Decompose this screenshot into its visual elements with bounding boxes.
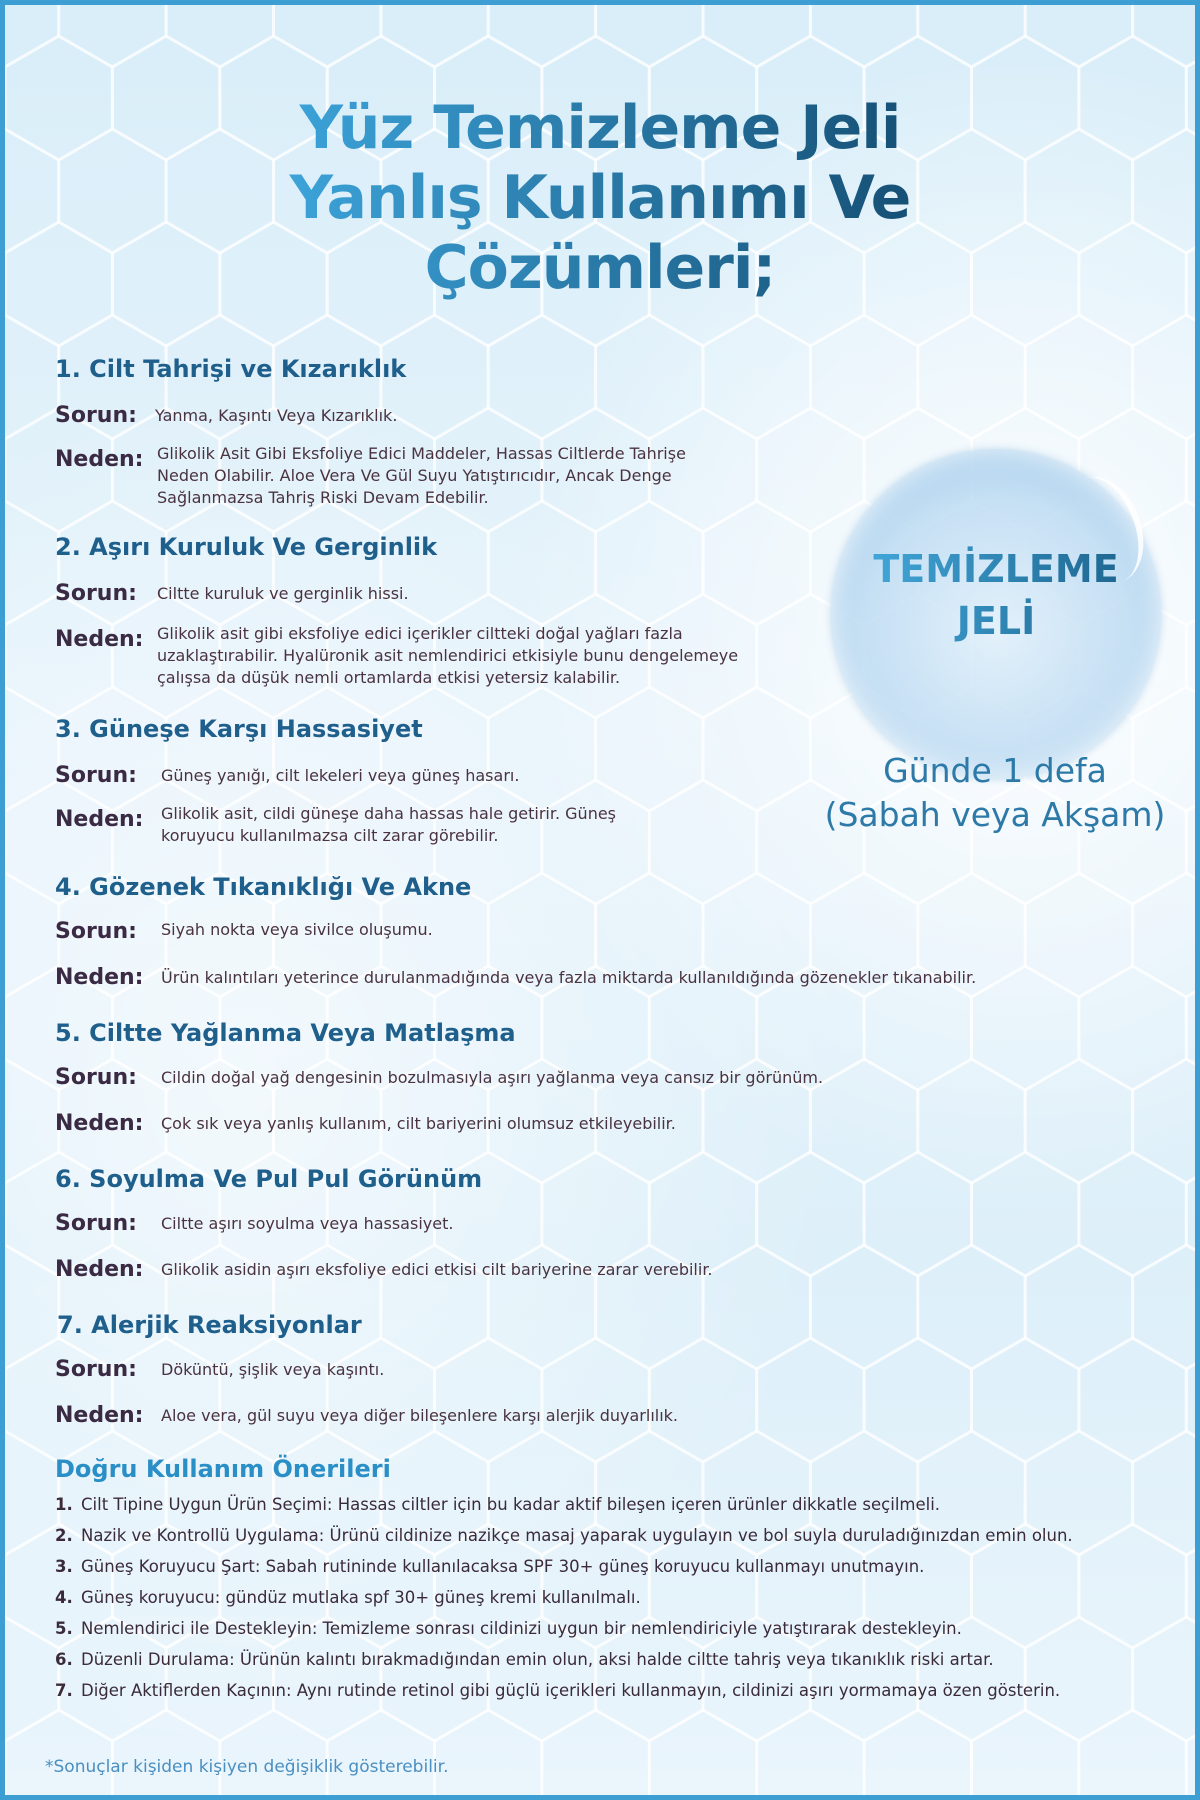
item-number: 6. <box>55 1650 73 1669</box>
hexagon-shape <box>649 1338 756 1462</box>
hexagon-shape <box>972 1338 1079 1462</box>
hexagon-shape <box>1133 315 1195 439</box>
item-text: Güneş Koruyucu Şart: Sabah rutininde kullanılacaksa SPF 30+ güneş koruyucu kullanmayı unutmayın. <box>81 1557 925 1576</box>
hexagon-shape <box>1025 1617 1132 1741</box>
hexagon-shape <box>810 315 917 439</box>
recommendation-item <box>55 1681 1060 1700</box>
hexagon-shape <box>703 315 810 439</box>
section-title: 7. Alerjik Reaksiyonlar <box>57 1311 362 1339</box>
hexagon-shape <box>5 315 59 439</box>
neden-text-line: Neden Olabilir. Aloe Vera Ve Gül Suyu Yatıştırıcıdır, Ancak Denge <box>157 466 672 485</box>
section-4 <box>55 873 471 901</box>
hexagon-shape <box>435 1338 542 1462</box>
hexagon-shape <box>649 1152 756 1276</box>
hexagon-shape <box>757 408 864 532</box>
sorun-text: Güneş yanığı, cilt lekeleri veya güneş hasarı. <box>161 766 520 785</box>
footnote: *Sonuçlar kişiden kişiyen değişiklik gösterebilir. <box>45 1757 449 1777</box>
sorun-label: Sorun: <box>55 581 137 606</box>
hexagon-shape <box>972 966 1079 1090</box>
item-text: Güneş koruyucu: gündüz mutlaka spf 30+ güneş kremi kullanılmalı. <box>81 1588 641 1607</box>
usage-frequency <box>795 749 1195 837</box>
hexagon-shape <box>488 315 595 439</box>
hexagon-shape <box>918 5 1025 67</box>
hexagon-shape <box>1133 1245 1195 1369</box>
hexagon-shape <box>1186 408 1195 532</box>
item-number: 2. <box>55 1526 73 1545</box>
hexagon-shape <box>5 594 112 718</box>
hexagon-shape <box>757 1710 864 1795</box>
hexagon-shape <box>649 780 756 904</box>
hexagon-shape <box>810 5 917 67</box>
recommendation-item <box>55 1526 1073 1545</box>
frequency-line-1: Günde 1 defa <box>883 751 1107 790</box>
hexagon-shape <box>274 501 381 625</box>
sorun-label: Sorun: <box>55 1357 137 1382</box>
hexagon-shape <box>1186 1524 1195 1648</box>
sorun-text: Ciltte aşırı soyulma veya hassasiyet. <box>161 1214 454 1233</box>
hexagon-shape <box>649 1710 756 1795</box>
recommendation-item <box>55 1588 641 1607</box>
hexagon-shape <box>703 1245 810 1369</box>
hexagon-shape <box>703 5 810 67</box>
hexagon-shape <box>1186 1152 1195 1276</box>
hexagon-shape <box>381 501 488 625</box>
neden-text-line: Ürün kalıntıları yeterince durulanmadığında veya fazla miktarda kullanıldığında gözenekler tıkanabilir. <box>161 968 977 987</box>
hexagon-shape <box>381 687 488 811</box>
recommendation-item <box>55 1557 924 1576</box>
hexagon-shape <box>864 1338 971 1462</box>
neden-label: Neden: <box>55 627 144 652</box>
hexagon-shape <box>1079 1152 1186 1276</box>
hexagon-shape <box>542 780 649 904</box>
section-1 <box>55 355 406 383</box>
sorun-label: Sorun: <box>55 403 137 428</box>
hexagon-shape <box>703 501 810 625</box>
sorun-text: Cildin doğal yağ dengesinin bozulmasıyla aşırı yağlanma veya cansız bir görünüm. <box>161 1068 824 1087</box>
bubble-label <box>831 543 1161 647</box>
neden-text-line: Glikolik asit, cildi güneşe daha hassas hale getirir. Güneş <box>161 804 617 823</box>
item-number: 7. <box>55 1681 73 1700</box>
item-number: 5. <box>55 1619 73 1638</box>
bubble-label-line-2: JELİ <box>831 595 1161 647</box>
hexagon-shape <box>435 1710 542 1795</box>
hexagon-shape <box>542 1710 649 1795</box>
section-5 <box>55 1019 516 1047</box>
sorun-text: Ciltte kuruluk ve gerginlik hissi. <box>157 584 409 603</box>
section-3 <box>55 715 423 743</box>
item-number: 4. <box>55 1588 73 1607</box>
neden-text-line: çalışsa da düşük nemli ortamlarda etkisi yetersiz kalabilir. <box>157 668 621 687</box>
section-2 <box>55 533 437 561</box>
hexagon-shape <box>1133 1059 1195 1183</box>
sorun-label: Sorun: <box>55 1211 137 1236</box>
hexagon-shape <box>1133 873 1195 997</box>
section-title: 6. Soyulma Ve Pul Pul Görünüm <box>55 1165 483 1193</box>
hexagon-shape <box>5 687 59 811</box>
hexagon-shape <box>1133 1617 1195 1741</box>
recommendation-item <box>55 1619 962 1638</box>
hexagon-shape <box>542 1152 649 1276</box>
hexagon-shape <box>488 687 595 811</box>
hexagon-shape <box>1025 1245 1132 1369</box>
hexagon-shape <box>1186 594 1195 718</box>
hexagon-shape <box>1025 1059 1132 1183</box>
hexagon-shape <box>1079 1524 1186 1648</box>
hexagon-shape <box>1025 315 1132 439</box>
hexagon-shape <box>274 687 381 811</box>
item-text: Cilt Tipine Uygun Ürün Seçimi: Hassas ciltler için bu kadar aktif bileşen içeren ürünler dikkatle seçilmeli. <box>81 1495 941 1514</box>
hexagon-shape <box>5 5 59 67</box>
hexagon-shape <box>596 315 703 439</box>
hexagon-shape <box>864 1152 971 1276</box>
neden-text-line: Glikolik asidin aşırı eksfoliye edici etkisi cilt bariyerine zarar verebilir. <box>161 1260 713 1279</box>
hexagon-shape <box>166 501 273 625</box>
bubble-label-line-1: TEMİZLEME <box>831 543 1161 595</box>
hexagon-shape <box>1186 1338 1195 1462</box>
hexagon-shape <box>166 5 273 67</box>
neden-text-line: Çok sık veya yanlış kullanım, cilt bariyerini olumsuz etkileyebilir. <box>161 1114 676 1133</box>
hexagon-shape <box>166 687 273 811</box>
neden-label: Neden: <box>55 965 144 990</box>
hexagon-shape <box>5 1059 59 1183</box>
title-line-2: Yanlış Kullanımı Ve <box>5 163 1195 233</box>
sorun-text: Yanma, Kaşıntı Veya Kızarıklık. <box>155 406 398 425</box>
hexagon-shape <box>972 1710 1079 1795</box>
hexagon-shape <box>488 501 595 625</box>
hexagon-shape <box>112 1710 219 1795</box>
title-line-3: Çözümleri; <box>5 233 1195 303</box>
neden-text-line: Sağlanmazsa Tahriş Riski Devam Edebilir. <box>157 488 489 507</box>
hexagon-shape <box>327 1710 434 1795</box>
section-6 <box>55 1165 482 1193</box>
item-text: Nemlendirici ile Destekleyin: Temizleme sonrası cildinizi uygun bir nemlendiriciyle yatıştırarak destekleyin. <box>81 1619 962 1638</box>
neden-text-line: Glikolik Asit Gibi Eksfoliye Edici Maddeler, Hassas Ciltlerde Tahrişe <box>157 444 686 463</box>
sorun-text: Siyah nokta veya sivilce oluşumu. <box>161 920 433 939</box>
hexagon-shape <box>5 873 59 997</box>
hexagon-shape <box>757 1152 864 1276</box>
hexagon-shape <box>1025 873 1132 997</box>
hexagon-shape <box>972 1152 1079 1276</box>
section-7 <box>57 1311 362 1339</box>
hexagon-shape <box>918 315 1025 439</box>
hexagon-shape <box>596 5 703 67</box>
recommendation-item <box>55 1650 994 1669</box>
hexagon-shape <box>5 501 59 625</box>
hexagon-shape <box>220 1338 327 1462</box>
hexagon-shape <box>1079 1710 1186 1795</box>
hexagon-shape <box>5 1431 59 1555</box>
hexagon-shape <box>1133 5 1195 67</box>
hexagon-shape <box>5 1617 59 1741</box>
neden-label: Neden: <box>55 447 144 472</box>
recommendations-title: Doğru Kullanım Önerileri <box>55 1455 391 1483</box>
hexagon-shape <box>864 1710 971 1795</box>
hexagon-shape <box>1133 1431 1195 1555</box>
item-text: Düzenli Durulama: Ürünün kalıntı bırakmadığından emin olun, aksi halde ciltte tahriş veya tıkanıklık riski artar. <box>81 1650 994 1669</box>
frequency-line-2: (Sabah veya Akşam) <box>824 795 1166 834</box>
section-title: 3. Güneşe Karşı Hassasiyet <box>55 715 423 743</box>
item-number: 3. <box>55 1557 73 1576</box>
hexagon-shape <box>1079 1338 1186 1462</box>
sorun-label: Sorun: <box>55 763 137 788</box>
section-title: 2. Aşırı Kuruluk Ve Gerginlik <box>55 533 438 561</box>
hexagon-shape <box>220 1710 327 1795</box>
hexagon-shape <box>596 687 703 811</box>
hexagon-shape <box>1079 966 1186 1090</box>
hexagon-shape <box>59 5 166 67</box>
neden-text-line: Aloe vera, gül suyu veya diğer bileşenlere karşı alerjik duyarlılık. <box>161 1406 678 1425</box>
hexagon-shape <box>381 5 488 67</box>
sorun-text: Döküntü, şişlik veya kaşıntı. <box>161 1360 385 1379</box>
hexagon-shape <box>542 1338 649 1462</box>
recommendation-item <box>55 1495 940 1514</box>
hexagon-shape <box>1186 1710 1195 1795</box>
hexagon-shape <box>5 1710 112 1795</box>
section-title: 5. Ciltte Yağlanma Veya Matlaşma <box>55 1019 516 1047</box>
neden-text-line: uzaklaştırabilir. Hyalüronik asit nemlendirici etkisiyle bunu dengelemeye <box>157 646 739 665</box>
section-title: 1. Cilt Tahrişi ve Kızarıklık <box>55 355 407 383</box>
neden-label: Neden: <box>55 807 144 832</box>
item-text: Diğer Aktiflerden Kaçının: Aynı rutinde retinol gibi güçlü içerikleri kullanmayın, cildinizi aşırı yormamaya özen gösterin. <box>81 1681 1061 1700</box>
neden-label: Neden: <box>55 1403 144 1428</box>
hexagon-shape <box>1186 966 1195 1090</box>
hexagon-shape <box>5 1245 59 1369</box>
hexagon-shape <box>488 5 595 67</box>
sorun-label: Sorun: <box>55 1065 137 1090</box>
neden-text-line: Glikolik asit gibi eksfoliye edici içerikler ciltteki doğal yağları fazla <box>157 624 683 643</box>
section-title: 4. Gözenek Tıkanıklığı Ve Akne <box>55 873 472 901</box>
hexagon-shape <box>1025 5 1132 67</box>
hexagon-shape <box>59 501 166 625</box>
neden-label: Neden: <box>55 1257 144 1282</box>
hexagon-shape <box>274 5 381 67</box>
neden-text-line: koruyucu kullanılmazsa cilt zarar görebilir. <box>161 826 499 845</box>
hexagon-shape <box>327 1338 434 1462</box>
hexagon-shape <box>918 1245 1025 1369</box>
hexagon-shape <box>810 1059 917 1183</box>
hexagon-shape <box>810 1245 917 1369</box>
sorun-label: Sorun: <box>55 919 137 944</box>
item-text: Nazik ve Kontrollü Uygulama: Ürünü cildinize nazikçe masaj yaparak uygulayın ve bol suyla duruladığınızdan emin olun. <box>81 1526 1073 1545</box>
hexagon-shape <box>596 501 703 625</box>
neden-label: Neden: <box>55 1111 144 1136</box>
item-number: 1. <box>55 1495 73 1514</box>
hexagon-shape <box>757 1338 864 1462</box>
title-line-1: Yüz Temizleme Jeli <box>5 93 1195 163</box>
page-title <box>5 93 1195 303</box>
hexagon-shape <box>918 1059 1025 1183</box>
hexagon-shape <box>59 687 166 811</box>
